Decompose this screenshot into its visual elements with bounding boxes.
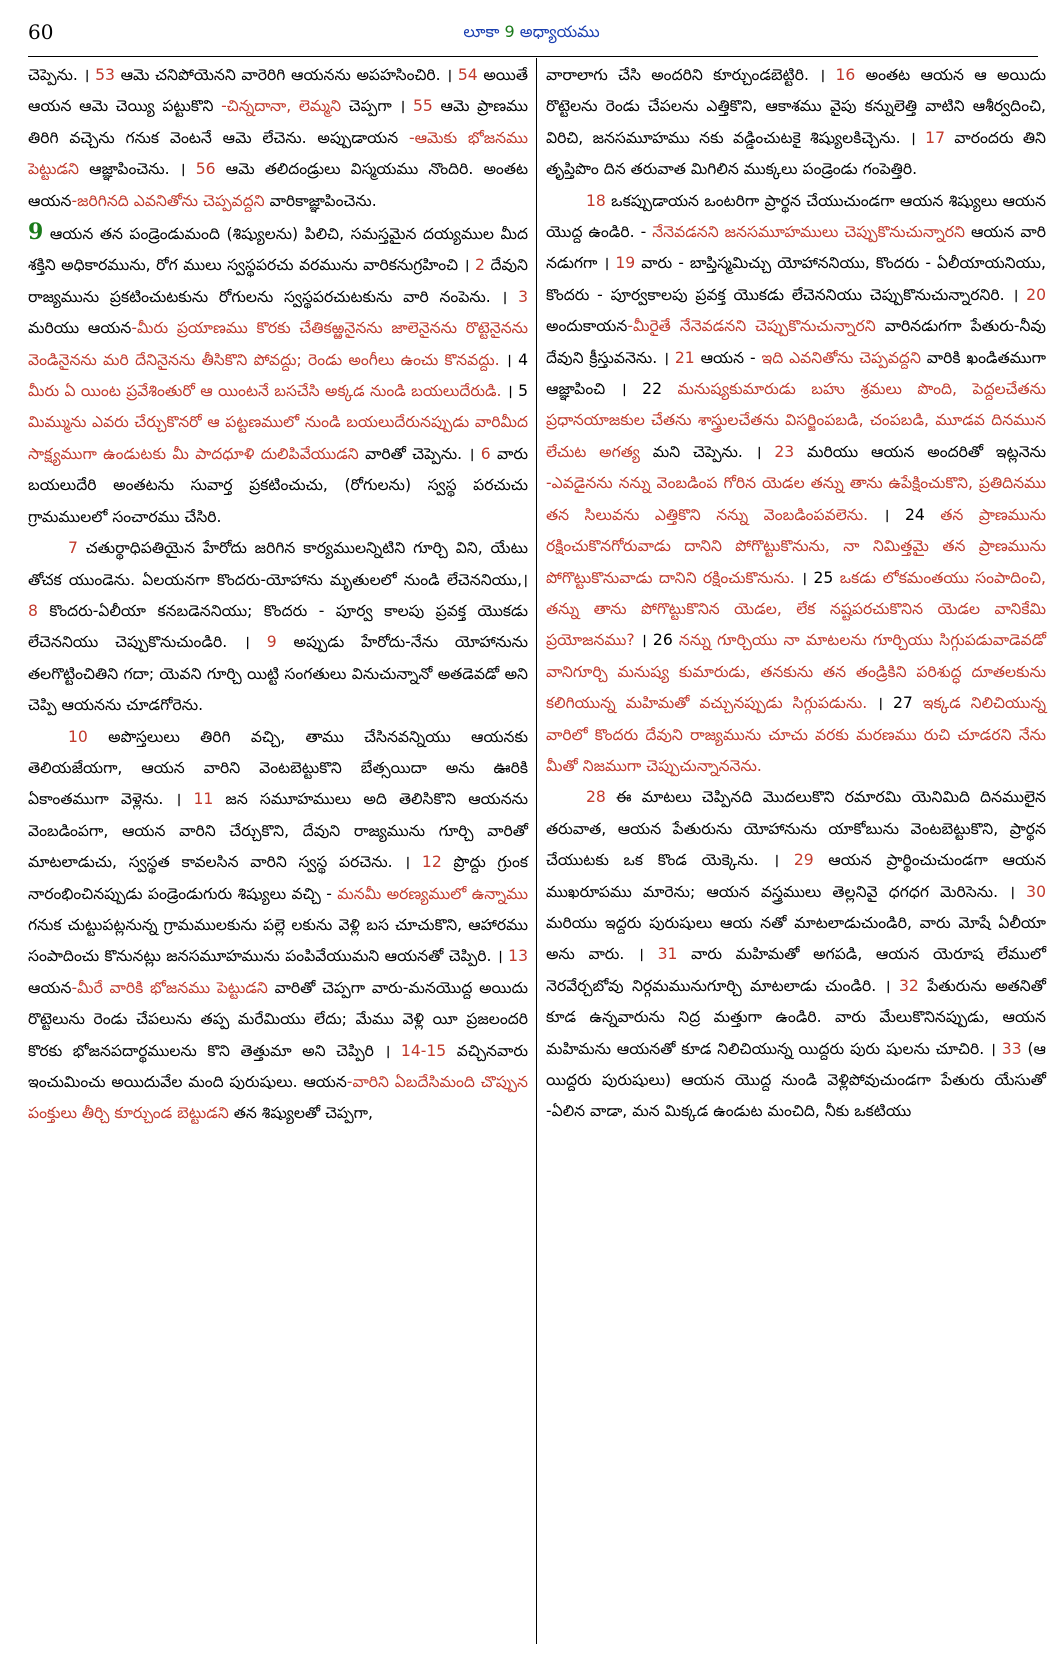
verse-text: మరియు ఆయన	[28, 319, 132, 338]
verse-text: కొందరు-ఏలీయా కనబడెననియు; కొందరు - పూర్వ కాలపు ప్రవక్త యొకడు లేచెననియు చెప్పుకొనుచుండిరి. ।	[28, 601, 528, 652]
verse-text: । 5	[501, 382, 528, 401]
verse-text: వారు బయలుదేరి అంతటను సువార్త ప్రకటించుచు, (రోగులను) స్వస్థ పరచుచు గ్రామములలో సంచారము చేసిరి.	[28, 444, 528, 526]
verse-number: 12	[421, 853, 442, 872]
words-of-jesus: -ఆమెకు భోజనము పెట్టుడని	[28, 128, 528, 179]
verse-text: అయితే ఆయన ఆమె చెయ్యి పట్టుకొని	[28, 66, 528, 116]
words-of-jesus: తన ప్రాణమును రక్షించుకొనగోరువాడు దానిని పోగొట్టుకొనును, నా నిమిత్తమై తన ప్రాణమును పోగొట్టుకొనువాడు దానిని రక్షించుకొనును.	[546, 505, 1047, 587]
verse-number: 54	[457, 66, 478, 84]
verse-text: । 27	[867, 694, 923, 713]
words-of-jesus: నేనెవడనని జనసమూహములు చెప్పుకొనుచున్నారని	[652, 223, 965, 242]
verse-text: అపొస్తలులు తిరిగి వచ్చి, తాము చేసినవన్నియు ఆయనకు తెలియజేయగా, ఆయన వారిని వెంటబెట్టుకొని బేత్సయిదా అను ఊరికి ఏకాంతముగా వెళ్లెను. ।	[28, 727, 528, 809]
verse-text: వారందరు తిని తృప్తిపొం దిన తరువాత మిగిలిన ముక్కలు పండ్రెండు గంపెత్తిరి.	[546, 128, 1047, 179]
words-of-jesus: -వారిని ఏబదేసిమంది చొప్పున పంక్తులు తీర్చి కూర్చుండ బెట్టుడని	[28, 1073, 529, 1123]
verse-number: 10	[68, 727, 88, 746]
verse-number: 30	[1026, 882, 1046, 901]
verse-text: । 24	[868, 505, 941, 524]
verse-number: 13	[508, 947, 528, 966]
words-of-jesus: మీరు ఏ యింట ప్రవేశింతురో ఆ యింటనే బసచేసి అక్కడ నుండి బయలుదేరుడి.	[28, 382, 502, 401]
book-name: లూకా	[463, 22, 500, 41]
verse-text: జన సమూహములు అది తెలిసికొని ఆయనను వెంబడింపగా, ఆయన వారిని చేర్చుకొని, దేవుని రాజ్యమును గూర్చి వారితో మాటలాడుచు, స్వస్థత కావలసిన వారిని స్వస్థ పరచెను. ।	[28, 790, 528, 872]
verse-text: వారితో చెప్పగా వారు-మనయొద్ద అయిదు రొట్టెలును రెండు చేపలును తప్ప మరేమియు లేదు; మేము వెళ్లి యీ ప్రజలందరి కొరకు భోజనపదార్థములను కొని తెత్తుమా అని చెప్పిరి ।	[28, 978, 529, 1060]
verse-text: ఆయన	[28, 978, 72, 997]
verse-text: అంతట ఆయన ఆ అయిదు రొట్టెలను రెండు చేపలను ఎత్తికొని, ఆకాశము వైపు కన్నులెత్తి వాటిని ఆశీర్వదించి, విరిచి, జనసమూహము నకు వడ్డించుటకై శిష్యులకిచ్చెను. ।	[546, 66, 1046, 147]
paragraph	[28, 722, 528, 1130]
verse-number: 19	[615, 254, 636, 273]
verse-text: ఆజ్ఞాపించెను. ।	[79, 160, 196, 179]
verse-text: అందుకాయన	[546, 317, 628, 336]
paragraph	[28, 533, 528, 721]
verse-text: ఆమె ప్రాణము తిరిగి వచ్చెను గనుక వెంటనే ఆమె లేచెను. అప్పుడాయన	[28, 97, 528, 147]
verse-text: వారినడుగగా పేతురు-నీవు దేవుని క్రీస్తువనెను. ।	[546, 317, 1046, 367]
verse-text: । 26	[634, 631, 679, 650]
words-of-jesus: నన్ను గూర్చియు నా మాటలను గూర్చియు సిగ్గుపడువాడెవడో వానిగూర్చి మనుష్య కుమారుడు, తనకును తన తండ్రికిని పరిశుద్ధ దూతలకును కలిగియున్న మహిమతో వచ్చునప్పుడు సిగ్గుపడును.	[546, 631, 1046, 713]
left-column	[28, 60, 528, 1130]
words-of-jesus: ఒకడు లోకమంతయు సంపాదించి, తన్ను తాను పోగొట్టుకొనిన యెడల, లేక నష్టపరచుకొనిన యెడల వానికేమి ప్రయోజనము?	[546, 568, 1046, 650]
paragraph	[546, 782, 1046, 1127]
verse-text: దేవుని రాజ్యమును ప్రకటించుటకును రోగులను స్వస్థపరచుటకును వారి నంపెను. ।	[28, 256, 528, 306]
header-rule	[28, 56, 1038, 57]
verse-number: 20	[1026, 285, 1046, 304]
words-of-jesus: -మీరు ప్రయాణము కొరకు చేతికఱ్ఱనైనను జాలెనైనను రొట్టెనైనను వెండినైనను మరి దేనినైనను తీసికొని పోవద్దు; రెండు అంగీలు ఉంచు కొనవద్దు.	[28, 319, 528, 369]
verse-text: వచ్చినవారు ఇంచుమించు అయిదువేల మంది పురుషులు. ఆయన	[28, 1041, 528, 1091]
verse-text: వారితో చెప్పెను. ।	[358, 444, 481, 463]
words-of-jesus: -చిన్నదానా, లెమ్మని	[221, 97, 342, 116]
verse-number: 3	[518, 287, 528, 306]
verse-text: ప్రొద్దు గ్రుంక నారంభించినప్పుడు పండ్రెండుగురు శిష్యులు వచ్చి -	[28, 853, 528, 903]
words-of-jesus: ఇది ఎవనితోను చెప్పవద్దని	[761, 348, 921, 367]
words-of-jesus: మిమ్మును ఎవరు చేర్చుకొనరో ఆ పట్టణములో నుండి బయలుదేరునప్పుడు వారిమీద సాక్ష్యముగా ఉండుటకు మీ పాదధూళి దులిపివేయుడని	[28, 413, 528, 463]
chapter-word: అధ్యాయము	[519, 22, 600, 41]
verse-text: ఒకప్పుడాయన ఒంటరిగా ప్రార్థన చేయుచుండగా ఆయన శిష్యులు ఆయన యొద్ద ఉండిరి. -	[546, 191, 1046, 242]
verse-text: ఆమె చనిపోయెనని వారెరిగి ఆయనను అపహసించిరి. ।	[114, 66, 458, 84]
verse-text: చెప్పెను. ।	[28, 66, 96, 84]
verse-text: ఆయన వారి నడుగగా ।	[546, 223, 1047, 273]
verse-text: ఆయన తన పండ్రెండుమంది (శిష్యులను) పిలిచి, సమస్తమైన దయ్యముల మీద శక్తిని అధికారమును, రోగ ములు స్వస్థపరచు వరమును వారికనుగ్రహించి ।	[28, 225, 528, 275]
verse-number: 9	[266, 633, 277, 652]
verse-text: పేతురును అతనితో కూడ ఉన్నవారును నిద్ర మత్తుగా ఉండిరి. వారు మేలుకొనినప్పుడు, ఆయన మహిమను ఆయనతో కూడ నిలిచియున్న యిద్దరు పురు షులను చూచిరి. ।	[546, 976, 1046, 1058]
verse-text: మరియు ఆయన అందరితో ఇట్లనెను	[794, 442, 1046, 461]
chapter-number: 9	[504, 22, 515, 41]
paragraph	[28, 60, 528, 217]
verse-text: ఆయన -	[694, 348, 762, 367]
verse-text: చతుర్థాధిపతియైన హేరోదు జరిగిన కార్యములన్నిటిని గూర్చి విని, యేటు తోచక యుండెను. ఏలయనగా కొందరు-యోహాను మృతులలో నుండి లేచెననియు,।	[28, 539, 528, 589]
verse-number: 28	[586, 788, 606, 807]
words-of-jesus: -మీరే వారికి భోజనము పెట్టుడని	[71, 978, 268, 997]
verse-text: వారు మహిమతో అగపడి, ఆయన యెరూష లేములో నెరవేర్చబోవు నిర్గమమునుగూర్చి మాటలాడు చుండిరి. ।	[546, 945, 1046, 995]
verse-text: వారాలాగు చేసి అందరిని కూర్చుండబెట్టిరి. ।	[546, 66, 836, 84]
verse-number: 16	[835, 66, 856, 84]
right-column	[546, 60, 1046, 1128]
words-of-jesus: -జరిగినది ఎవనితోను చెప్పవద్దని	[71, 191, 265, 210]
verse-number: 8	[28, 601, 38, 620]
verse-number: 56	[195, 160, 216, 179]
words-of-jesus: మనమీ అరణ్యములో ఉన్నాము	[337, 884, 528, 903]
verse-number: 29	[793, 851, 814, 870]
verse-number: 18	[586, 191, 606, 210]
verse-number: 14-15	[400, 1041, 447, 1060]
verse-text: ఆయన ప్రార్థించుచుండగా ఆయన ముఖరూపము మారెను; ఆయన వస్త్రములు తెల్లనివై ధగధగ మెరిసెను. ।	[546, 851, 1046, 901]
verse-number: 53	[95, 66, 115, 84]
column-divider	[536, 58, 537, 1644]
verse-text: వారికి ఖండితముగా ఆజ్ఞాపించి । 22	[546, 348, 1046, 399]
verse-text: ఆమె తలిదండ్రులు విస్మయము నొందిరి. అంతట ఆయన	[28, 160, 528, 210]
words-of-jesus: ఇక్కడ నిలిచియున్న వారిలో కొందరు దేవుని రాజ్యమును చూచు వరకు మరణము రుచి చూడరని నేను మీతో నిజముగా చెప్పుచున్నాననెను.	[546, 694, 1047, 775]
verse-text: (ఆ యిద్దరు పురుషులు) ఆయన యొద్ద నుండి వెళ్లిపోవుచుండగా పేతురు యేసుతో -ఏలిన వాడా, మన మిక్కడ ఉండుట మంచిది, నీకు ఒకటియు	[546, 1039, 1046, 1121]
verse-text: అప్పుడు హేరోదు-నేను యోహానును తలగొట్టించితిని గదా; యెవని గూర్చి యిట్టి సంగతులు వినుచున్నానో అతడెవడో అని చెప్పి ఆయనను చూడగోరెను.	[28, 633, 528, 715]
verse-text: ఈ మాటలు చెప్పినది మొదలుకొని రమారమి యెనిమిది దినములైన తరువాత, ఆయన పేతురును యోహానును యాకోబును వెంటబెట్టుకొని, ప్రార్థన చేయుటకు ఒక కొండ యెక్కెను. ।	[546, 788, 1046, 870]
verse-text: । 25	[794, 568, 840, 587]
verse-text: వారు - బాప్తిస్మమిచ్చు యోహాననియు, కొందరు - ఏలీయాయనియు, కొందరు - పూర్వకాలపు ప్రవక్త యొకడు లేచెననియు చెప్పుకొనుచున్నారనిరి. ।	[546, 254, 1046, 304]
verse-number: 2	[475, 256, 485, 275]
paragraph	[28, 217, 528, 533]
verse-text: । 4	[499, 350, 528, 369]
verse-number: 32	[898, 976, 919, 995]
verse-number: 6	[480, 444, 491, 463]
verse-number: 11	[193, 790, 214, 809]
words-of-jesus: మనుష్యకుమారుడు బహు శ్రమలు పొంది, పెద్దలచేతను ప్రధానయాజకుల చేతను శాస్త్రులచేతను విసర్జింపబడి, చంపబడి, మూడవ దినమున లేచుట అగత్య	[546, 380, 1046, 461]
running-header	[0, 22, 1063, 45]
words-of-jesus: -ఎవడైనను నన్ను వెంబడింప గోరిన యెడల తన్ను తాను ఉపేక్షించుకొని, ప్రతిదినము తన సిలువను ఎత్తికొని నన్ను వెంబడింపవలెను.	[546, 474, 1046, 524]
verse-number: 33	[1001, 1039, 1022, 1058]
verse-number: 55	[412, 97, 433, 116]
verse-text: మరియు ఇద్దరు పురుషులు ఆయ నతో మాటలాడుచుండిరి, వారు మోషే ఏలీయా అను వారు. ।	[546, 913, 1046, 964]
verse-text: మని చెప్పెను. ।	[639, 442, 775, 461]
paragraph	[546, 60, 1046, 186]
verse-text: గనుక చుట్టుపట్లనున్న గ్రామములకును పల్లె లకును వెళ్లి బస చూచుకొని, ఆహారము సంపాదించు కొనునట్లు జనసమూహమును పంపివేయుమని ఆయనతో చెప్పిరి. ।	[28, 915, 528, 966]
verse-text: చెప్పగా ।	[341, 97, 413, 116]
verse-text: వారికాజ్ఞాపించెను.	[264, 191, 377, 210]
verse-number: 17	[925, 128, 946, 147]
verse-text: తన శిష్యులతో చెప్పగా,	[228, 1104, 373, 1123]
chapter-heading: 9	[28, 219, 44, 246]
verse-number: 21	[674, 348, 695, 367]
words-of-jesus: -మీరైతే నేనెవడనని చెప్పుకొనుచున్నారని	[627, 317, 876, 336]
verse-number: 31	[657, 945, 678, 964]
page-number: 60	[28, 20, 54, 44]
paragraph	[546, 186, 1046, 783]
verse-number: 7	[68, 539, 78, 558]
verse-number: 23	[774, 442, 795, 461]
